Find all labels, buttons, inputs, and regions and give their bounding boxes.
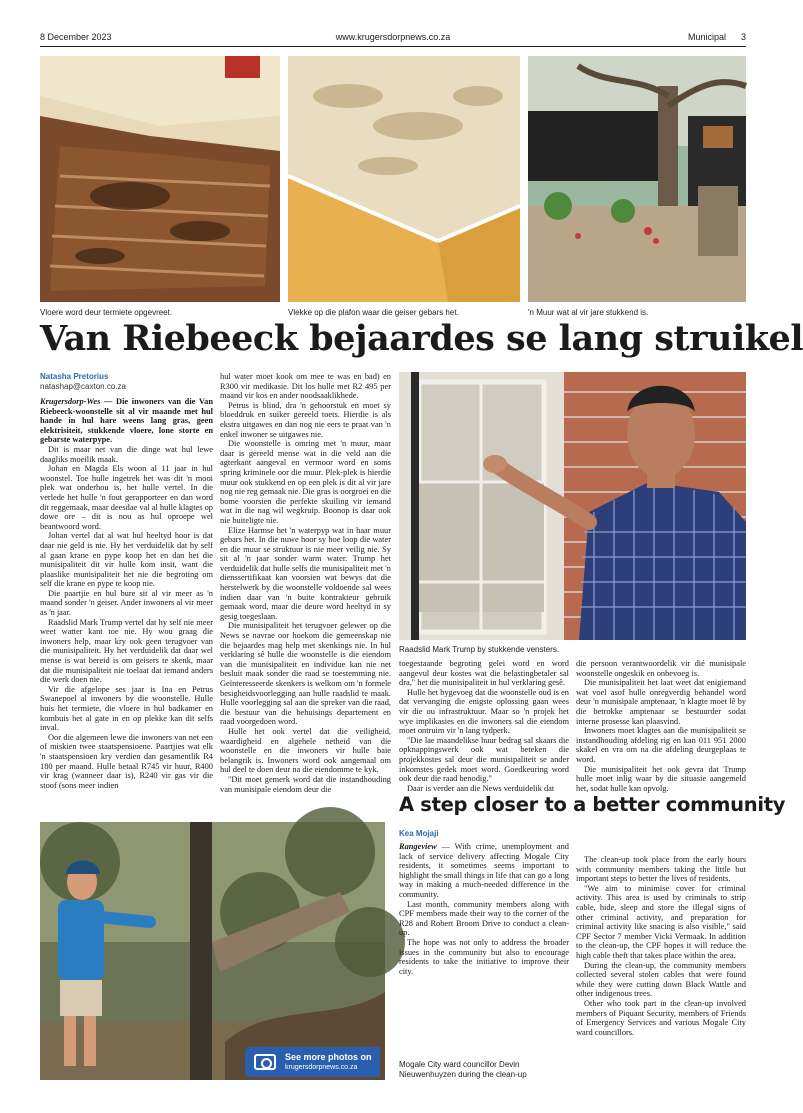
paragraph: Raadslid Mark Trump vertel dat hy self nie meer weet watter kant toe nie. Hy wou graag die inwoners help, maar kry ook geen terugvoer van die munisipaliteit. Hy het verduidelik dat daar wel mense is wat bereid is om geisers te skenk, maar dat die munisipaliteit nie toelaat dat iemand anders die werk doen nie. [40,617,213,685]
paragraph: Johan vertel dat al wat hul heeltyd hoor is dat daar nie geld is nie. Hy het verduidelik dat hy self al gaan krane en pype koop het en dan het die munisipaliteit dit vir hulle kom insit, want die plaaslike munisipaliteit het nie die begroting om self die krane en pype te koop nie. [40,531,213,589]
paragraph: Johan en Magda Els woon al 11 jaar in hul woonstel. Toe hulle ingetrek het was dit 'n mooi plek wat onderhou is, het hulle vertel. In die verlede het hulle 'n fout gerapporteer en dan word dit reggemaak, maar deesdae val al hulle klagtes op dowe ore – dit is nou as hul oproepe wel beantwoord word. [40,464,213,531]
paragraph: Elize Harmse het 'n waterpyp wat in haar muur gebars het. In die nuwe hoor sy hoe loop die water en die muur se struktuur is nie meer veilig nie. Sy sit al 'n jaar sonder warm water. Trump het verduidelik dat hulle selfs die munisipaliteit met 'n dienssertifikaat kan voorsien wat bewys dat die herstelwerk by die woonstelle voldoende sal wees indien daar van 'n buite kontrakteur gebruik gemaak word, maar die deure word heeltyd in sy gesig toegeslaan. [220,525,391,621]
more-photos-banner[interactable] [245,1047,380,1077]
article2-column-1 [399,842,569,1032]
paragraph: Hulle het bygevoeg dat die woonstelle oud is en dat vervanging die enigste oplossing gaan wees vir die ou infrastruktuur. Maar so 'n projek het wye implikasies en die inwoners sal die eiendom moet ontruim vir 'n lang tydperk. [399,687,569,736]
caption-termite-floor: Vloere word deur termiete opgevreet. [40,308,173,317]
author-email[interactable]: natashap@caxton.co.za [40,382,126,391]
paragraph: "Die lae maandelikse huur bedrag sal skaars die opknappingswerk ook wat beteken die projekkostes sal deur die munisipaliteit se ander inkomstes gedek moet word. Goedkeuring word ook deur die raad benodig." [399,735,569,784]
caption-broken-wall: 'n Muur wat al vir jare stukkend is. [528,308,649,317]
paragraph: Petrus is blind, dra 'n gehoorstuk en moet sy bloeddruk en suiker gereeld toets. Hierdie is als ekstra uitgawes en dan nog nie eers te praat van 'n enkel inwoner se uitgawes nie. [220,400,391,439]
article-column-2 [220,372,391,795]
photo-cleanup [40,822,385,1080]
photo-termite-floor [40,56,280,302]
paragraph: Daar is verder aan die News verduidelik dat [407,783,555,793]
article-column-3 [399,659,569,793]
page-header [40,32,746,46]
paragraph: Vir die afgelope ses jaar is Ina en Petrus Swanepoel al inwoners by die woonstelle. Hulle huis het termiete, die vloere in hul badkamer en kombuis het al gate in en op plekke kan dit selfs inval. [40,684,213,733]
paragraph: Die woonstelle is omring met 'n muur, maar daar is gereeld mense wat in die veld aan die agterkant aangeval en vermoor word en soms spring kriminele oor die muur. Plek-plek is hierdie muur ook stukkend en op een plek is dit al vir jare nog nie reg gemaak nie. Die gras is oorgroei en die bome voorsien die perfekte skuiling vir iemand wat in die nag wil wegkruip. Boonop is daar ook nie buiteligte nie. [220,439,391,525]
paragraph: Hulle het ook vertel dat die veiligheid, waardigheid en algehele netheid van die woonstelle en die inwoners vir hulle baie belangrik is. Inwoners word ook aangemaal om hul deel te doen deur na die eiendomme te kyk. [220,726,391,775]
banner-title: See more photos on [285,1052,372,1062]
section-name: Municipal [687,32,726,42]
paragraph: Dit is maar net van die dinge wat hul lewe daagliks moeilik maak. [40,444,213,464]
paragraph: "We aim to minimise cover for criminal activity. This area is used by criminals to strip cable, hide, sleep and store the illegal signs of other criminal activity, and preparation for criminal activity like snacing is also visible," said CPF Sector 7 member Vicki Vermaak. In addition to the clean-up, the CPF hopes it will reduce the high cable theft that takes place within the area. [576,883,746,960]
paragraph: Die munisipaliteit het terugvoer gelewer op die News se navrae oor hoekom die gemeenskap nie die bejaardes mag help met skenkings nie. In hul verklaring sê hulle die woonstelle is die eiendom van die munisipaliteit en individue kan nie net besluit maak sonder die raad se toestemming nie. Geïnteresseerde skenkers is welkom om 'n formele besigheidsvoorlegging aan hulle raadslid te maak. Hulle voorlegging sal aan die spreker van die raad, die bestuur van die behuisings departement en raad voorgedoen word. [220,621,391,727]
banner-url[interactable]: krugersdorpnews.co.za [285,1064,358,1071]
article2-byline [399,829,559,839]
article2-headline: A step closer to a better community [399,793,786,816]
lead-text: — Die inwoners van die Van Riebeeck-woonstelle sit al vir maande met hul hande in hul hare weens lang gras, geen elektrisiteit, stukkende vloere, lone storte en gebarste waterpype. [40,397,213,445]
paragraph: During the clean-up, the community members collected several stolen cables that were found while they were cutting down Black Wattle and other indigenous trees. [576,960,746,999]
article2-lead-place: Rangeview [399,842,437,851]
paragraph: Die munisipaliteit het ook gevra dat Trump hulle moet inlig waar by die situasie aangemeld het, sodat hulle kan opvolg. [576,764,746,793]
article-column-1 [40,397,213,795]
lead-place: Krugersdorp-Wes [40,397,101,406]
paragraph: Last month, community members along with CPF members made their way to the corner of the R28 and Robert Broom Drive to conduct a clean-up. [399,899,569,938]
article2-column-2 [576,855,746,1085]
paragraph: Oor die algemeen lewe die inwoners van net een of miskien twee staatspensioene. Paartjies wat elk 'n staatspensioen kry verdien dan gesamentlik R4 180 per maand. Hulle betaal R745 vir huur, R400 vir krag (wanneer daar is), R240 vir gas vir die stoof (sons meer indien [40,732,213,790]
article-headline: Van Riebeeck bejaardes se lang struikel [40,318,803,359]
paragraph: "Dit moet gemerk word dat die instandhouding van munisipale eiendom deur die [220,774,391,794]
paragraph: The clean-up took place from the early hours with community members taking the little but important steps to better the lives of residents. [576,855,746,884]
paragraph: die persoon verantwoordelik vir dié munisipale woonstelle ongeskik en onbevoeg is. [576,659,746,678]
caption-cleanup: Mogale City ward councillor Devin Nieuwenhuyzen during the clean-up [399,1060,527,1079]
header-divider [40,46,746,47]
caption-councillor-windows: Raadslid Mark Trump by stukkende vensters. [399,645,560,654]
page-number: 3 [740,32,746,42]
photo-councillor-windows [399,372,746,640]
article-lead [40,397,213,445]
website-link[interactable]: www.krugersdorpnews.co.za [335,32,451,42]
camera-icon [254,1054,276,1070]
caption-stained-ceiling: Vlekke op die plafon waar die geiser gebars het. [288,308,459,317]
paragraph: Inwoners moet klagtes aan die munisipaliteit se instandhouding afdeling rig en kan 011 951 2000 skakel en vra om na die afdeling deurgeplaas te word. [576,726,746,764]
paragraph: hul water moet kook om mee te was en bad) en R300 vir medikasie. Dit los hulle met R2 495 per maand vir kos en ander noodsaaklikhede. [220,372,391,401]
paragraph: Die munisipaliteit het laat weet dat enigiemand wat voel asof hulle onregverdig behandel word deur 'n munisipale amptenaar, 'n klagte moet lê by die betrokke amptenaar se bestuurder sodat interne prosesse kan plaasvind. [576,678,746,726]
paragraph: The hope was not only to address the broader issues in the community but also to encourage residents to take the initiative to improve their city. [399,937,569,976]
paragraph: Die paartjie en hul bure sit al vir meer as 'n maand sonder 'n geiser. Ander inwoners al vir meer as 'n jaar. [40,588,213,618]
article2-lead [399,842,569,900]
paragraph: toegestaande begroting gelei word en word aangevul deur kostes wat die belastingbetaler sal dra," het die munisipaliteit in hul verklaring gesê. [399,659,569,688]
photo-stained-ceiling [288,56,520,302]
author-name: Natasha Pretorius [40,372,109,381]
article2-author: Kea Mojaji [399,829,439,838]
issue-date: 8 December 2023 [40,32,112,42]
byline [40,372,200,392]
paragraph: Other who took part in the clean-up involved members of Piquant Security, members of Friends of Emergency Services and various Mogale City ward councillors. [576,998,746,1037]
article2-lead-text: — With crime, unemployment and lack of service delivery affecting Mogale City residents, it sometimes seems important to highlight the small things in life that can go a long way in making a much-needed difference in the community. [399,842,569,899]
photo-broken-wall [528,56,746,302]
article-column-4 [576,659,746,793]
